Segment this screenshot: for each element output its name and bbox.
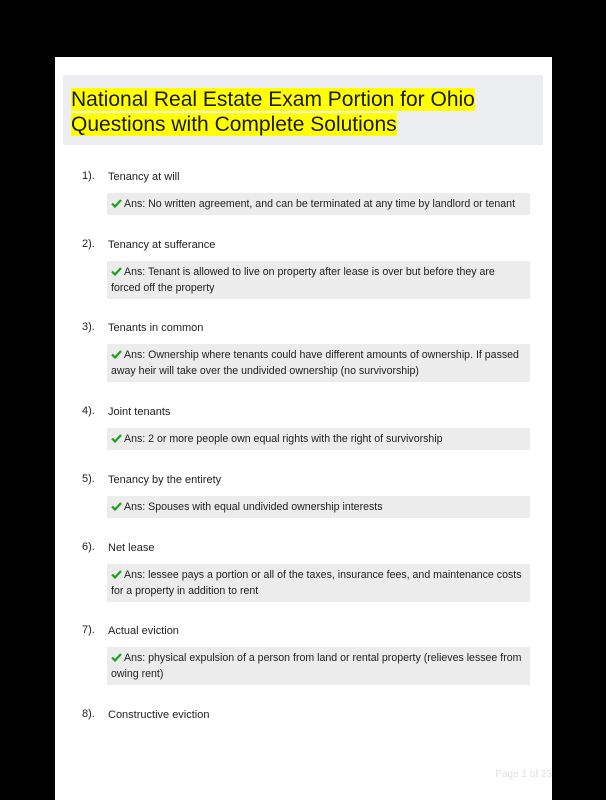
page-number: Page 1 of 23: [495, 769, 552, 780]
question-text: Actual eviction: [108, 625, 179, 637]
question-number: 8).: [82, 708, 95, 720]
document-title: [71, 87, 475, 137]
checkmark-icon: [111, 653, 122, 662]
question-text: Tenants in common: [108, 322, 204, 334]
question-number: 4).: [82, 405, 95, 417]
title-box: [63, 75, 543, 145]
checkmark-icon: [111, 434, 122, 443]
answer-text: Ans: Spouses with equal undivided ownership interests: [124, 501, 383, 513]
answer-box: [107, 193, 530, 215]
question-number: 7).: [82, 624, 95, 636]
answer-box: [107, 344, 530, 382]
answer-box: [107, 496, 530, 518]
question-number: 1).: [82, 170, 95, 182]
answer-box: [107, 261, 530, 299]
question-number: 5).: [82, 473, 95, 485]
answer-text: Ans: Ownership where tenants could have different amounts of ownership. If passed away heir will take over the undivided ownership (no survivorship): [111, 349, 519, 377]
answer-text: Ans: lessee pays a portion or all of the taxes, insurance fees, and maintenance costs for a property in addition to rent: [111, 569, 522, 597]
answer-text: Ans: Tenant is allowed to live on property after lease is over but before they are forced off the property: [111, 266, 495, 294]
question-text: Tenancy by the entirety: [108, 474, 222, 486]
question-number: 2).: [82, 238, 95, 250]
checkmark-icon: [111, 350, 122, 359]
question-text: Net lease: [108, 542, 155, 554]
question-text: Tenancy at sufferance: [108, 239, 216, 251]
question-text: Tenancy at will: [108, 171, 180, 183]
answer-box: [107, 647, 530, 685]
answer-box: [107, 428, 530, 450]
checkmark-icon: [111, 267, 122, 276]
title-line-1: National Real Estate Exam Portion for Ohio: [71, 88, 475, 111]
question-number: 3).: [82, 321, 95, 333]
checkmark-icon: [111, 570, 122, 579]
checkmark-icon: [111, 199, 122, 208]
title-line-2: Questions with Complete Solutions: [71, 113, 397, 136]
answer-text: Ans: 2 or more people own equal rights with the right of survivorship: [124, 433, 443, 445]
answer-text: Ans: physical expulsion of a person from land or rental property (relieves lessee from owing rent): [111, 652, 522, 680]
answer-text: Ans: No written agreement, and can be terminated at any time by landlord or tenant: [124, 198, 516, 210]
question-text: Constructive eviction: [108, 709, 210, 721]
answer-box: [107, 564, 530, 602]
question-number: 6).: [82, 541, 95, 553]
document-page: [55, 57, 552, 800]
question-text: Joint tenants: [108, 406, 171, 418]
checkmark-icon: [111, 502, 122, 511]
